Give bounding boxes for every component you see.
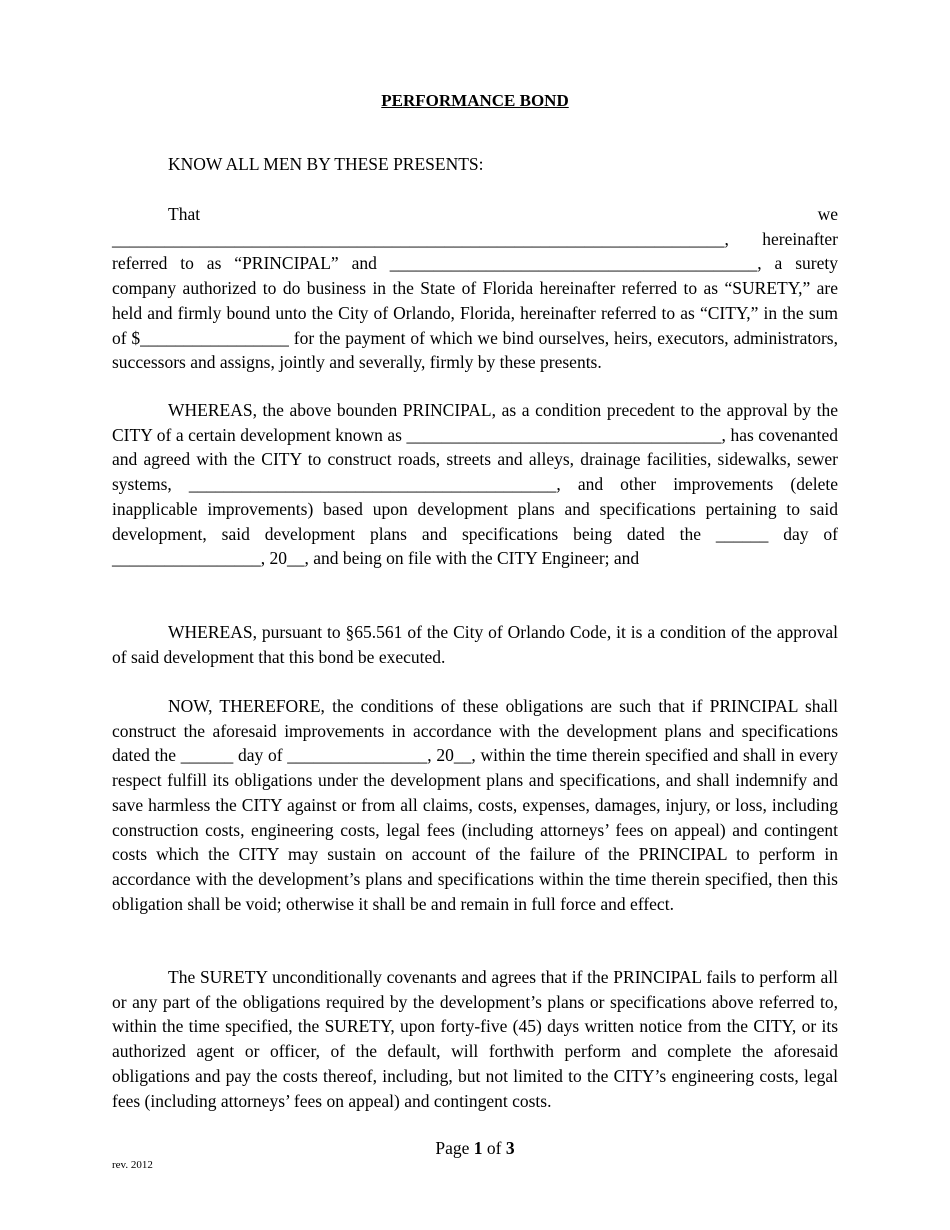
paragraph-now-therefore: NOW, THEREFORE, the conditions of these obligations are such that if PRINCIPAL shall construct the aforesaid improvements in accordance with the development plans and specifications dated the ______ day of ________________, 20__, within the time therein specified and shall in every respect fulfill its obligations under the development plans and specifications, and shall indemnify and save harmless the CITY against or from all claims, costs, expenses, damages, injury, or loss, including construction costs, engineering costs, legal fees (including attorneys’ fees on appeal) and contingent costs which the CITY may sustain on account of the failure of the PRINCIPAL to perform in accordance with the development’s plans and specifications within the time therein specified, then this obligation shall be void; otherwise it shall be and remain in full force and effect. — [112, 696, 838, 914]
page-word: Page — [435, 1138, 470, 1158]
paragraph-whereas-code: WHEREAS, pursuant to §65.561 of the City of Orlando Code, it is a condition of the approval of said development that this bond be executed. — [112, 622, 838, 667]
document-title: PERFORMANCE BOND — [381, 91, 569, 110]
page-current: 1 — [473, 1138, 483, 1158]
page-number — [0, 1136, 950, 1160]
paragraph-whereas-development: WHEREAS, the above bounden PRINCIPAL, as a condition precedent to the approval by the CITY of a certain development known as ____________________________________, has covenanted and agreed with the CITY to construct roads, streets and alleys, drainage facilities, sidewalks, sewer systems, __________________________________________, and other improvements (delete inapplicable improvements) based upon development plans and specifications pertaining to said development, said development plans and specifications being dated the ______ day of _________________, 20__, and being on file with the CITY Engineer; and — [112, 400, 838, 569]
of-word: of — [486, 1138, 502, 1158]
revision-note: rev. 2012 — [112, 1159, 153, 1171]
page-total: 3 — [505, 1138, 515, 1158]
paragraph-parties: That we ______________________________________________________________________, hereinafter referred to as “PRINCIPAL” and __________________________________________, a surety company authorized to do business in the State of Florida hereinafter referred to as “SURETY,” are held and firmly bound unto the City of Orlando, Florida, hereinafter referred to as “CITY,” in the sum of $_________________ for the payment of which we bind ourselves, heirs, executors, administrators, successors and assigns, jointly and severally, firmly by these presents. — [112, 204, 838, 373]
opening-line: KNOW ALL MEN BY THESE PRESENTS: — [168, 154, 484, 174]
paragraph-surety-covenant: The SURETY unconditionally covenants and agrees that if the PRINCIPAL fails to perform all or any part of the obligations required by the development’s plans or specifications above referred to, within the time specified, the SURETY, upon forty-five (45) days written notice from the CITY, or its authorized agent or officer, of the default, will forthwith perform and complete the aforesaid obligations and pay the costs thereof, including, but not limited to the CITY’s engineering costs, legal fees (including attorneys’ fees on appeal) and contingent costs. — [112, 967, 838, 1111]
